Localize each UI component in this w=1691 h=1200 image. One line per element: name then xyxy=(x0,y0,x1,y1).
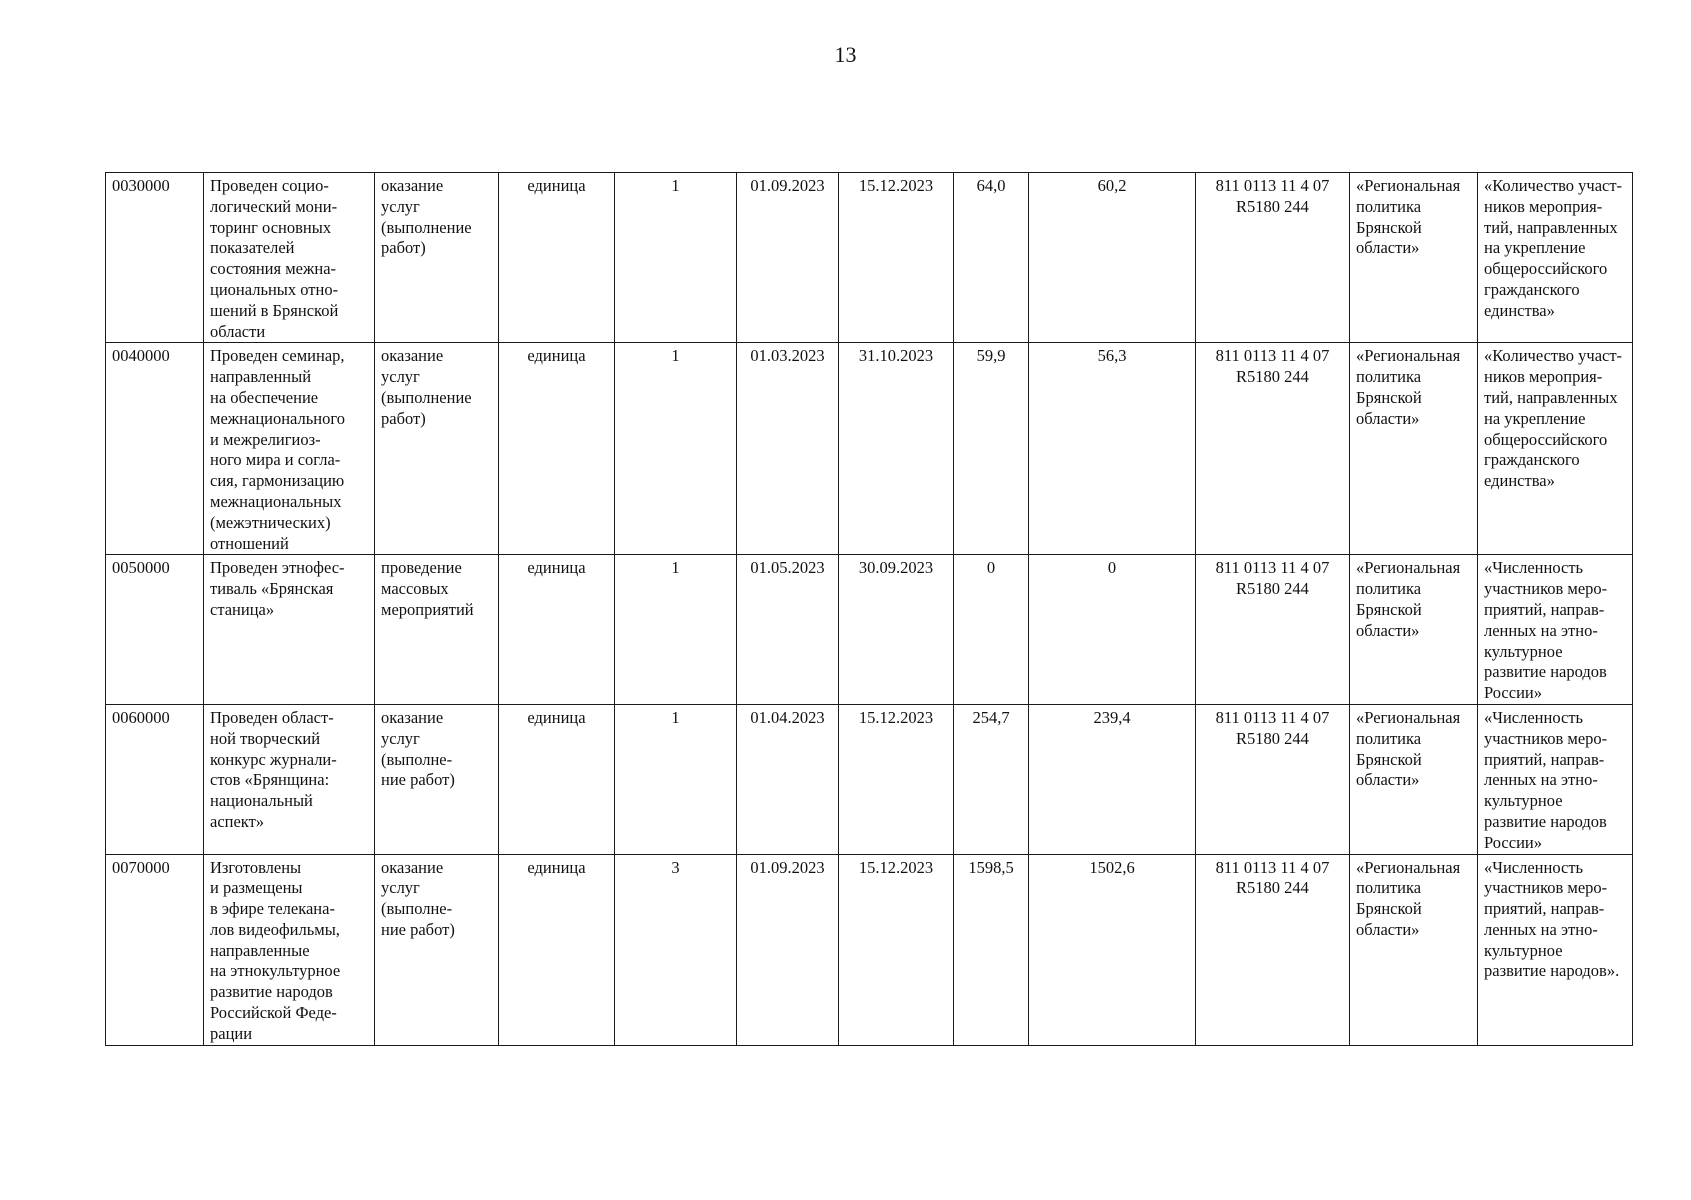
row-end-date: 30.09.2023 xyxy=(839,555,954,705)
row-plan-amount: 254,7 xyxy=(954,704,1029,854)
row-code: 0030000 xyxy=(106,173,204,343)
row-project: «Региональная политика Брянской области» xyxy=(1350,555,1478,705)
row-unit: единица xyxy=(499,343,615,555)
row-indicator: «Численность участников меро- приятий, направ- ленных на этно- культурное развитие народов России» xyxy=(1478,704,1633,854)
row-code: 0060000 xyxy=(106,704,204,854)
row-type: оказание услуг (выполне- ние работ) xyxy=(375,854,499,1045)
row-start-date: 01.04.2023 xyxy=(737,704,839,854)
row-plan-amount: 64,0 xyxy=(954,173,1029,343)
row-unit: единица xyxy=(499,173,615,343)
row-budget-code: 811 0113 11 4 07 R5180 244 xyxy=(1196,343,1350,555)
row-fact-amount: 56,3 xyxy=(1029,343,1196,555)
row-start-date: 01.03.2023 xyxy=(737,343,839,555)
row-project: «Региональная политика Брянской области» xyxy=(1350,343,1478,555)
row-type: проведение массовых мероприятий xyxy=(375,555,499,705)
row-project: «Региональная политика Брянской области» xyxy=(1350,173,1478,343)
row-start-date: 01.09.2023 xyxy=(737,173,839,343)
page-number: 13 xyxy=(834,42,857,67)
row-code: 0070000 xyxy=(106,854,204,1045)
row-result: Проведен област- ной творческий конкурс журнали- стов «Брянщина: национальный аспект» xyxy=(204,704,375,854)
row-end-date: 15.12.2023 xyxy=(839,854,954,1045)
row-fact-amount: 60,2 xyxy=(1029,173,1196,343)
row-project: «Региональная политика Брянской области» xyxy=(1350,854,1478,1045)
results-table xyxy=(105,172,1633,1046)
row-code: 0040000 xyxy=(106,343,204,555)
row-quantity: 1 xyxy=(615,173,737,343)
row-indicator: «Количество участ- ников мероприя- тий, направленных на укрепление общероссийского гражданского единства» xyxy=(1478,173,1633,343)
row-quantity: 1 xyxy=(615,555,737,705)
row-start-date: 01.05.2023 xyxy=(737,555,839,705)
table-row xyxy=(106,704,1633,854)
row-indicator: «Количество участ- ников мероприя- тий, направленных на укрепление общероссийского гражданского единства» xyxy=(1478,343,1633,555)
row-start-date: 01.09.2023 xyxy=(737,854,839,1045)
row-result: Проведен семинар, направленный на обеспечение межнационального и межрелигиоз- ного мира и согла- сия, гармонизацию межнациональных (межэтнических) отношений xyxy=(204,343,375,555)
row-end-date: 15.12.2023 xyxy=(839,704,954,854)
row-indicator: «Численность участников меро- приятий, направ- ленных на этно- культурное развитие народов России» xyxy=(1478,555,1633,705)
row-code: 0050000 xyxy=(106,555,204,705)
row-budget-code: 811 0113 11 4 07 R5180 244 xyxy=(1196,704,1350,854)
row-unit: единица xyxy=(499,704,615,854)
row-plan-amount: 1598,5 xyxy=(954,854,1029,1045)
row-budget-code: 811 0113 11 4 07 R5180 244 xyxy=(1196,173,1350,343)
row-fact-amount: 1502,6 xyxy=(1029,854,1196,1045)
row-fact-amount: 239,4 xyxy=(1029,704,1196,854)
row-unit: единица xyxy=(499,854,615,1045)
table-row xyxy=(106,173,1633,343)
row-type: оказание услуг (выполнение работ) xyxy=(375,173,499,343)
row-result: Проведен этнофес- тиваль «Брянская станица» xyxy=(204,555,375,705)
row-end-date: 31.10.2023 xyxy=(839,343,954,555)
table-row xyxy=(106,854,1633,1045)
row-indicator: «Численность участников меро- приятий, направ- ленных на этно- культурное развитие народов». xyxy=(1478,854,1633,1045)
row-type: оказание услуг (выполнение работ) xyxy=(375,343,499,555)
row-budget-code: 811 0113 11 4 07 R5180 244 xyxy=(1196,854,1350,1045)
row-result: Изготовлены и размещены в эфире телекана- лов видеофильмы, направленные на этнокультурное развитие народов Российской Феде- рации xyxy=(204,854,375,1045)
row-result: Проведен социо- логический мони- торинг основных показателей состояния межна- циональных отно- шений в Брянской области xyxy=(204,173,375,343)
row-fact-amount: 0 xyxy=(1029,555,1196,705)
row-project: «Региональная политика Брянской области» xyxy=(1350,704,1478,854)
row-end-date: 15.12.2023 xyxy=(839,173,954,343)
table-row xyxy=(106,555,1633,705)
row-plan-amount: 59,9 xyxy=(954,343,1029,555)
row-quantity: 1 xyxy=(615,704,737,854)
row-type: оказание услуг (выполне- ние работ) xyxy=(375,704,499,854)
row-plan-amount: 0 xyxy=(954,555,1029,705)
row-budget-code: 811 0113 11 4 07 R5180 244 xyxy=(1196,555,1350,705)
row-quantity: 3 xyxy=(615,854,737,1045)
table-row xyxy=(106,343,1633,555)
row-unit: единица xyxy=(499,555,615,705)
row-quantity: 1 xyxy=(615,343,737,555)
